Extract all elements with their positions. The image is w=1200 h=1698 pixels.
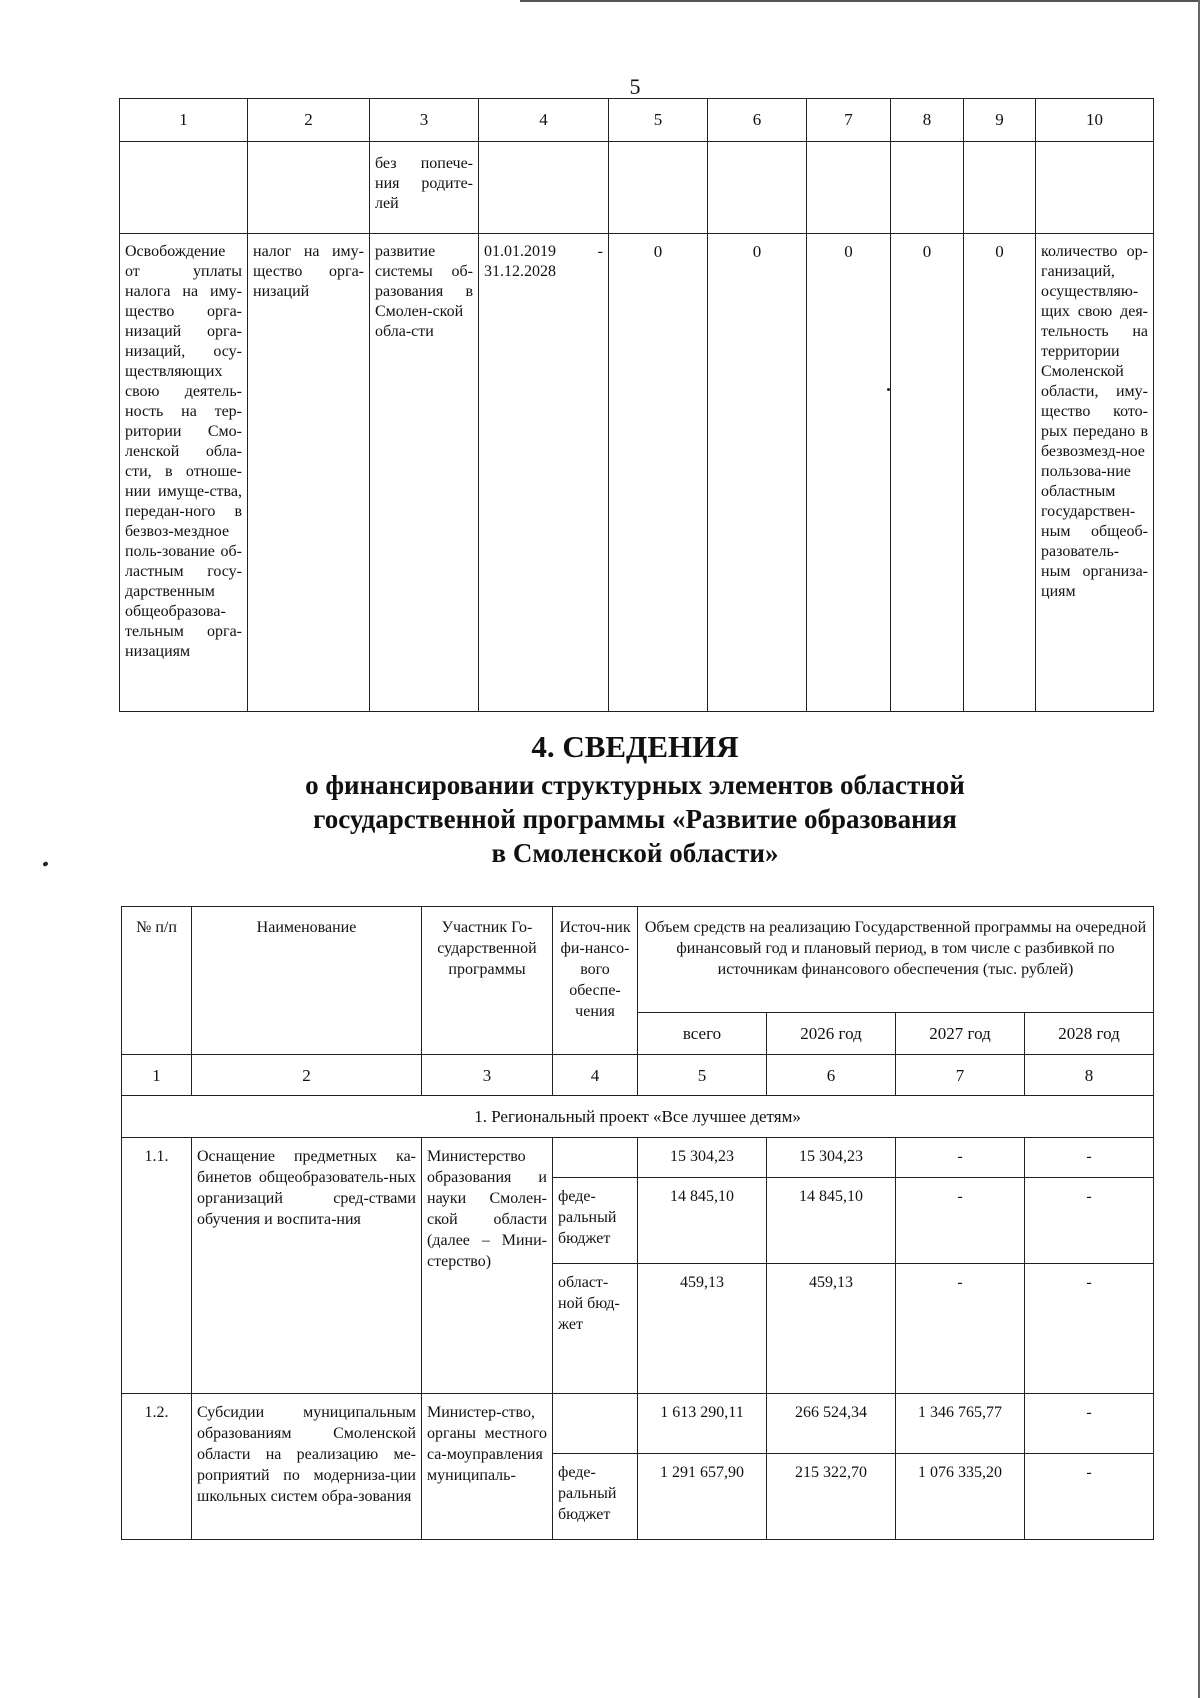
section-subtitle-line: о финансировании структурных элементов областной xyxy=(305,770,965,800)
item-name: Субсидии муниципальным образованиям Смоленской области на реализацию ме-роприятий по модерниза-ции школьных систем обра-зования xyxy=(192,1394,422,1540)
value-2027: - xyxy=(896,1264,1025,1394)
header-volume-unit: (тыс. рублей) xyxy=(982,961,1074,978)
value-2026: 14 845,10 xyxy=(767,1178,896,1264)
value-2028: - xyxy=(1025,1454,1154,1540)
header-cell: 8 xyxy=(891,99,964,142)
period-start: 01.01.2019 xyxy=(484,243,556,260)
header-2027: 2027 год xyxy=(896,1013,1025,1055)
header-cell: 3 xyxy=(370,99,479,142)
table-row xyxy=(122,1394,1154,1454)
item-source xyxy=(553,1394,638,1454)
item-source xyxy=(553,1138,638,1178)
column-number: 2 xyxy=(192,1055,422,1096)
period-dash: - xyxy=(597,243,603,260)
cell xyxy=(248,142,370,234)
value-total: 15 304,23 xyxy=(638,1138,767,1178)
section-row xyxy=(122,1096,1154,1138)
value-2028: - xyxy=(1025,1178,1154,1264)
value-2026: 215 322,70 xyxy=(767,1454,896,1540)
value-2027: 1 346 765,77 xyxy=(896,1394,1025,1454)
cell-value: 0 xyxy=(964,234,1036,712)
item-number: 1.2. xyxy=(122,1394,192,1540)
value-total: 14 845,10 xyxy=(638,1178,767,1264)
value-2028: - xyxy=(1025,1264,1154,1394)
item-number: 1.1. xyxy=(122,1138,192,1394)
section-title: 4. СВЕДЕНИЯ xyxy=(531,729,739,764)
column-number: 3 xyxy=(422,1055,553,1096)
item-participant: Министер-ство, органы местного са-моуправления муниципаль- xyxy=(422,1394,553,1540)
header-total: всего xyxy=(638,1013,767,1055)
column-number-row xyxy=(122,1055,1154,1096)
section-subtitle-line: государственной программы «Развитие образования xyxy=(313,804,957,834)
scan-speck xyxy=(42,861,48,867)
cell xyxy=(964,142,1036,234)
value-2027: - xyxy=(896,1138,1025,1178)
item-source: феде-ральный бюджет xyxy=(553,1178,638,1264)
page-number: 5 xyxy=(629,74,641,99)
cell-benefit-name: Освобождение от уплаты налога на иму-щество орга-низаций орга-низаций, осу-ществляющих свою деятель-ность на тер-ритории Смо-ленской обла-сти, в отноше-нии имуще-ства, передан-ного в безвоз-мездное поль-зование об-ластным госу-дарственным общеобразова-тельным орга-низациям xyxy=(120,234,248,712)
cell xyxy=(807,142,891,234)
scan-top-edge xyxy=(520,0,1200,5)
cell-value: 0 xyxy=(891,234,964,712)
value-total: 459,13 xyxy=(638,1264,767,1394)
header-2028: 2028 год xyxy=(1025,1013,1154,1055)
table-row xyxy=(122,1138,1154,1178)
cell xyxy=(891,142,964,234)
header-2026: 2026 год xyxy=(767,1013,896,1055)
value-2027: - xyxy=(896,1178,1025,1264)
table-header-row xyxy=(122,907,1154,1013)
cell xyxy=(479,142,609,234)
header-cell: 10 xyxy=(1036,99,1154,142)
value-total: 1 291 657,90 xyxy=(638,1454,767,1540)
period-line xyxy=(484,242,603,262)
section-subtitle-line: в Смоленской области» xyxy=(491,838,779,868)
header-cell: 1 xyxy=(120,99,248,142)
section-heading xyxy=(160,730,1110,870)
cell-tax-name: налог на иму-щество орга-низаций xyxy=(248,234,370,712)
header-cell: 7 xyxy=(807,99,891,142)
cell xyxy=(708,142,807,234)
header-num: № п/п xyxy=(122,907,192,1055)
header-cell: 4 xyxy=(479,99,609,142)
value-2026: 15 304,23 xyxy=(767,1138,896,1178)
header-cell: 9 xyxy=(964,99,1036,142)
cell xyxy=(609,142,708,234)
column-number: 8 xyxy=(1025,1055,1154,1096)
header-cell: 2 xyxy=(248,99,370,142)
tax-benefit-table xyxy=(119,98,1154,712)
column-number: 6 xyxy=(767,1055,896,1096)
value-2026: 459,13 xyxy=(767,1264,896,1394)
header-volume-text: Объем средств на реализацию Государственной программы на очередной финансовый год и плановый период, в том числе с разбивкой по источникам финансового обеспечения xyxy=(644,919,1147,978)
cell-value: 0 xyxy=(708,234,807,712)
financing-table xyxy=(121,906,1154,1540)
cell-goal: развитие системы об-разования в Смолен-ской обла-сти xyxy=(370,234,479,712)
value-2027: 1 076 335,20 xyxy=(896,1454,1025,1540)
item-participant: Министерство образования и науки Смолен-ской области (далее – Мини-стерство) xyxy=(422,1138,553,1394)
cell-indicator: количество ор-ганизаций, осуществляю-щих свою дея-тельность на территории Смоленской области, иму-щество кото-рых передано в безвозмезд-ное пользова-ние областным государствен-ным общеоб-разователь-ным организа-циям xyxy=(1036,234,1154,712)
item-source: област-ной бюд-жет xyxy=(553,1264,638,1394)
scan-right-edge xyxy=(1190,0,1200,1698)
value-total: 1 613 290,11 xyxy=(638,1394,767,1454)
cell-value: 0 xyxy=(807,234,891,712)
value-2028: - xyxy=(1025,1394,1154,1454)
table-row-main xyxy=(120,234,1154,712)
value-2026: 266 524,34 xyxy=(767,1394,896,1454)
item-source: феде-ральный бюджет xyxy=(553,1454,638,1540)
column-number: 1 xyxy=(122,1055,192,1096)
cell-value: 0 xyxy=(609,234,708,712)
table-header-row xyxy=(120,99,1154,142)
cell xyxy=(120,142,248,234)
cell-period xyxy=(479,234,609,712)
column-number: 5 xyxy=(638,1055,767,1096)
column-number: 4 xyxy=(553,1055,638,1096)
header-cell: 6 xyxy=(708,99,807,142)
value-2028: - xyxy=(1025,1138,1154,1178)
header-cell: 5 xyxy=(609,99,708,142)
header-source: Источ-ник фи-нансо-вого обеспе-чения xyxy=(553,907,638,1055)
header-name: Наименование xyxy=(192,907,422,1055)
item-name: Оснащение предметных ка-бинетов общеобразователь-ных организаций сред-ствами обучения и воспита-ния xyxy=(192,1138,422,1394)
header-participant: Участник Го-сударственной программы xyxy=(422,907,553,1055)
column-number: 7 xyxy=(896,1055,1025,1096)
table-row-continued xyxy=(120,142,1154,234)
project-title: 1. Региональный проект «Все лучшее детям» xyxy=(122,1096,1154,1138)
period-end: 31.12.2028 xyxy=(484,263,556,280)
header-volume xyxy=(638,907,1154,1013)
cell xyxy=(1036,142,1154,234)
cell-goal-continued: без попече-ния родите-лей xyxy=(370,142,479,234)
